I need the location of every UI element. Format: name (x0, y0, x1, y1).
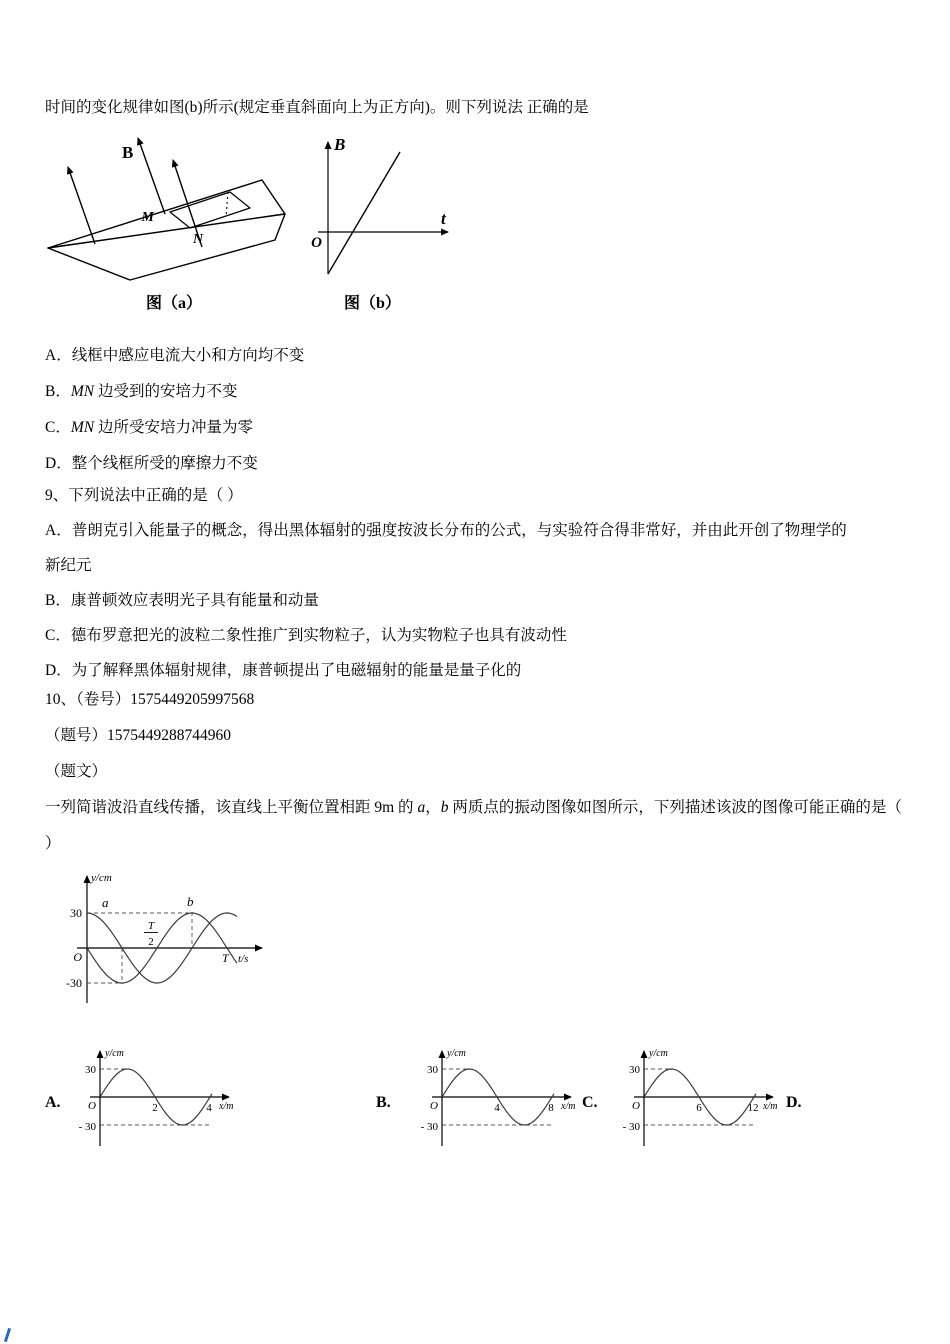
origin-label: O (73, 950, 82, 964)
x-axis-unit: x/m (561, 1101, 576, 1112)
option-label: B． (45, 383, 71, 400)
option-letter-b: B. (376, 1094, 391, 1111)
option-label: A． (45, 347, 72, 364)
stem-text: 两质点的振动图像如图所示，下列描述该波的图像可能正确的是（ ） (45, 799, 902, 852)
question-intro: 时间的变化规律如图(b)所示(规定垂直斜面向上为正方向)。则下列说法 正确的是 (45, 99, 589, 116)
half-wavelength-tick: 2 (152, 1102, 158, 1114)
q9-stem: 9、下列说法中正确的是（ ） (45, 487, 243, 504)
q8-options (45, 338, 905, 482)
b-field-label: B (122, 143, 134, 162)
q10-tiwen: （题文） (45, 763, 108, 780)
option-letter-d: D. (786, 1094, 802, 1111)
option-em: MN (70, 383, 95, 400)
curve-b-label: b (187, 894, 194, 909)
ymin-tick: - 30 (622, 1121, 640, 1133)
y-axis-label: y/cm (447, 1048, 466, 1059)
ymax-tick: 30 (85, 1064, 96, 1076)
y-axis-label: y/cm (91, 872, 112, 884)
q9-option-d: D．为了解释黑体辐射规律，康普顿提出了电磁辐射的能量是量子化的 (45, 662, 522, 679)
ymax-tick: 30 (70, 906, 82, 920)
option-text: 边所受安培力冲量为零 (94, 419, 253, 436)
full-wavelength-tick: 8 (548, 1102, 554, 1114)
q8-option-c (45, 410, 905, 446)
half-period-denominator: 2 (148, 936, 154, 948)
origin-label: O (632, 1100, 640, 1112)
figure-a-caption: 图（a） (146, 295, 203, 312)
option-a-graph (72, 1042, 237, 1154)
option-text: 整个线框所受的摩擦力不变 (71, 455, 258, 472)
particle-b: b (440, 799, 449, 816)
ymax-tick: 30 (427, 1064, 438, 1076)
bt-line (328, 152, 400, 274)
option-b-graph (414, 1042, 579, 1154)
ymin-tick: - 30 (420, 1121, 438, 1133)
q8-option-a (45, 338, 905, 374)
ymax-tick: 30 (629, 1064, 640, 1076)
figure-b-caption: 图（b） (344, 295, 401, 312)
q8-option-d (45, 446, 905, 482)
y-axis-label: y/cm (105, 1048, 124, 1059)
option-letter-a: A. (45, 1094, 61, 1111)
option-c-graph (616, 1042, 781, 1154)
full-wavelength-tick: 12 (747, 1102, 759, 1114)
origin-label: O (311, 235, 322, 251)
figure-a-incline-diagram (40, 122, 310, 302)
period-tick: T (222, 951, 229, 965)
ymin-tick: - 30 (78, 1121, 96, 1133)
b-axis-label: B (334, 135, 346, 154)
stem-text: 一列简谐波沿直线传播，该直线上平衡位置相距 9m 的 (45, 799, 418, 816)
origin-label: O (88, 1100, 96, 1112)
full-wavelength-tick: 4 (206, 1102, 212, 1114)
half-wavelength-tick: 6 (696, 1102, 702, 1114)
q10-header: 10、（卷号）1575449205997568 (45, 691, 255, 708)
figure-b-bt-graph (298, 132, 458, 282)
q9-option-b: B．康普顿效应表明光子具有能量和动量 (45, 592, 319, 609)
half-period-numerator: T (147, 920, 155, 932)
question-9 (45, 478, 857, 688)
stray-mark (4, 1328, 11, 1342)
q8-option-b (45, 374, 905, 410)
option-text: 边受到的安培力不变 (94, 383, 238, 400)
y-axis-label: y/cm (649, 1048, 668, 1059)
x-axis-unit: x/m (219, 1101, 234, 1112)
q10-stem (45, 790, 907, 862)
loop-n-label: N (193, 232, 204, 247)
option-letter-c: C. (582, 1094, 598, 1111)
option-label: D． (45, 455, 72, 472)
loop-m-label: M (141, 210, 154, 225)
option-text: 线框中感应电流大小和方向均不变 (71, 347, 305, 364)
option-label: C． (45, 419, 71, 436)
field-arrow-b (138, 138, 165, 214)
q10-tihao: （题号）1575449288744960 (45, 727, 232, 744)
ymin-tick: -30 (66, 976, 82, 990)
q9-option-a: A．普朗克引入能量子的概念，得出黑体辐射的强度按波长分布的公式，与实验符合得非常好，并由此开创了物理学的新纪元 (45, 522, 847, 574)
question-10 (45, 682, 907, 862)
origin-label: O (430, 1100, 438, 1112)
option-em: MN (70, 419, 95, 436)
t-axis-unit: t/s (238, 953, 249, 965)
x-axis-unit: x/m (763, 1101, 778, 1112)
particle-a: a (417, 799, 426, 816)
q9-option-c: C．德布罗意把光的波粒二象性推广到实物粒子，认为实物粒子也具有波动性 (45, 627, 567, 644)
field-arrow-left (68, 167, 95, 244)
stem-text: ， (425, 799, 441, 816)
t-axis-label: t (441, 209, 446, 228)
curve-a-label: a (102, 895, 109, 910)
half-wavelength-tick: 4 (494, 1102, 500, 1114)
vibration-graph (52, 868, 287, 1013)
